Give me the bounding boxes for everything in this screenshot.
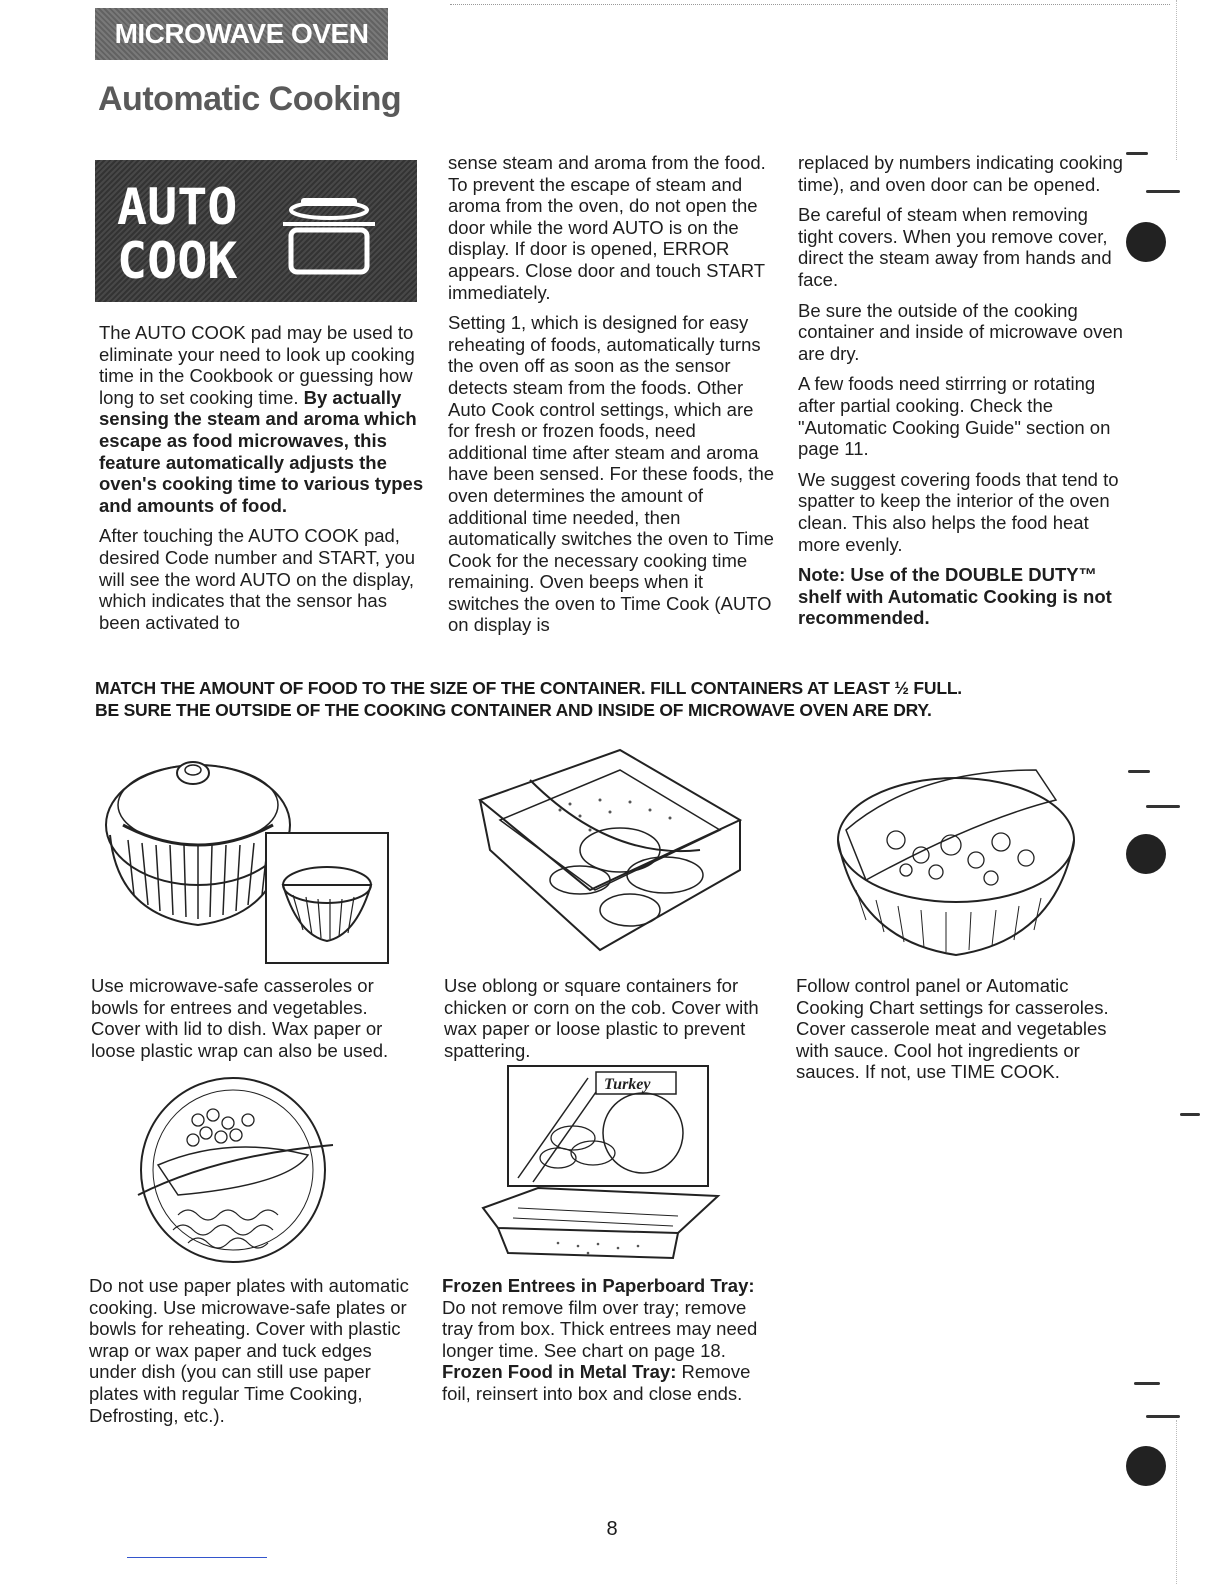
margin-dash: [1128, 770, 1150, 773]
casserole-illustration: [98, 745, 398, 967]
metal-tray-heading: Frozen Food in Metal Tray:: [442, 1361, 677, 1383]
page-title: Automatic Cooking: [98, 80, 402, 118]
margin-dash: [1146, 190, 1180, 193]
top-rule: [450, 4, 1170, 5]
control-panel-caption: Follow control panel or Automatic Cooking Chart settings for casseroles. Cover casserole meat and vegetables with sauce. Cool hot ingredients or sauces. If not, use TIME COOK.: [796, 975, 1109, 1083]
page-number: 8: [606, 1518, 618, 1540]
margin-dash: [1180, 1113, 1200, 1116]
oblong-caption: Use oblong or square containers for chicken or corn on the cob. Cover with wax paper or loose plastic to prevent spattering.: [444, 975, 759, 1061]
margin-dash: [1126, 152, 1148, 155]
turkey-box-label: Turkey: [604, 1076, 651, 1093]
paperboard-tray-heading: Frozen Entrees in Paperboard Tray:: [442, 1275, 755, 1296]
intro-bold-text: By actually sensing the steam and aroma which escape as food microwaves, this feature automatically adjusts the oven's cooking time to various types and amounts of food.: [99, 386, 424, 516]
frozen-entree-caption: [442, 1275, 772, 1405]
binder-hole-mark: [1126, 222, 1166, 262]
stirring-paragraph: A few foods need stirrring or rotating after partial cooking. Check the "Automatic Cooking Guide" section on page 11.: [798, 373, 1111, 460]
replaced-paragraph: replaced by numbers indicating cooking time), and oven door can be opened.: [798, 152, 1123, 195]
covered-pot-icon: [281, 196, 377, 276]
double-duty-note: Note: Use of the DOUBLE DUTY™ shelf with Automatic Cooking is not recommended.: [798, 564, 1112, 629]
binder-hole-mark: [1126, 1446, 1166, 1486]
binder-hole-mark: [1126, 834, 1166, 874]
dry-paragraph: Be sure the outside of the cooking container and inside of microwave oven are dry.: [798, 299, 1123, 364]
margin-dash: [1146, 1415, 1180, 1418]
scan-edge-strip: [1176, 1420, 1201, 1584]
bottom-rule: [127, 1557, 267, 1558]
badge-line-cook: COOK: [117, 232, 238, 290]
paperboard-tray-text: Do not remove film over tray; remove tray from box. Thick entrees may need longer time. See chart on page 18.: [442, 1296, 758, 1361]
section-tab: MICROWAVE OVEN: [95, 8, 388, 60]
intro-text: The AUTO COOK pad may be used to eliminate your need to look up cooking time in the Cookbook or guessing how long to set cooking time.: [99, 322, 415, 408]
sense-paragraph: sense steam and aroma from the food. To prevent the escape of steam and aroma from the oven, do not open the door while the word AUTO is on the display. If door is opened, ERROR appears. Close door and touch START immediately.: [448, 152, 766, 303]
tips-column: [798, 152, 1128, 638]
after-touching-paragraph: After touching the AUTO COOK pad, desired Code number and START, you will see the word AUTO on the display, which indicates that the sensor has been activated to: [99, 525, 416, 633]
setting-paragraph: Setting 1, which is designed for easy reheating of foods, automatically turns the oven off as soon as the sensor detects steam from the foods. Other Auto Cook control settings, which are for fresh or frozen foods, need additional time after steam and aroma have been sensed. For these foods, the oven determines the amount of additional time needed, then automatically switches the oven to Time Cook for the necessary cooking time remaining. Oven beeps when it switches the oven to Time Cook (AUTO on display is: [448, 312, 775, 636]
margin-dash: [1134, 1382, 1160, 1385]
dry-container-line: BE SURE THE OUTSIDE OF THE COOKING CONTAINER AND INSIDE OF MICROWAVE OVEN ARE DRY.: [95, 700, 932, 720]
frozen-entree-illustration: [478, 1058, 728, 1268]
sensor-column: [448, 152, 778, 645]
intro-column: [99, 322, 429, 642]
paper-plate-caption: Do not use paper plates with automatic cooking. Use microwave-safe plates or bowls for reheating. Cover with plastic wrap or wax paper and tuck edges under dish (you can still use paper plates with regular Time Cooking, Defrosting, etc.).: [89, 1275, 409, 1426]
auto-cook-badge: [95, 160, 417, 302]
metal-tray-text: Remove foil, reinsert into box and close ends.: [442, 1361, 751, 1404]
oblong-dish-illustration: [470, 740, 750, 958]
casserole-caption: Use microwave-safe casseroles or bowls for entrees and vegetables. Cover with lid to dish. Wax paper or loose plastic wrap can also be used.: [91, 975, 389, 1061]
vegetable-casserole-illustration: [826, 760, 1086, 960]
scan-edge-strip: [1176, 0, 1201, 160]
intro-paragraph: [99, 322, 429, 516]
steam-warning-paragraph: Be careful of steam when removing tight covers. When you remove cover, direct the steam away from hands and face.: [798, 204, 1112, 290]
margin-dash: [1146, 805, 1180, 808]
badge-line-auto: AUTO: [117, 178, 238, 236]
paper-plate-illustration: [118, 1075, 348, 1265]
match-amount-line: MATCH THE AMOUNT OF FOOD TO THE SIZE OF THE CONTAINER. FILL CONTAINERS AT LEAST ½ FULL.: [95, 678, 962, 698]
covering-paragraph: We suggest covering foods that tend to spatter to keep the interior of the oven clean. This also helps the food heat more evenly.: [798, 468, 1119, 555]
